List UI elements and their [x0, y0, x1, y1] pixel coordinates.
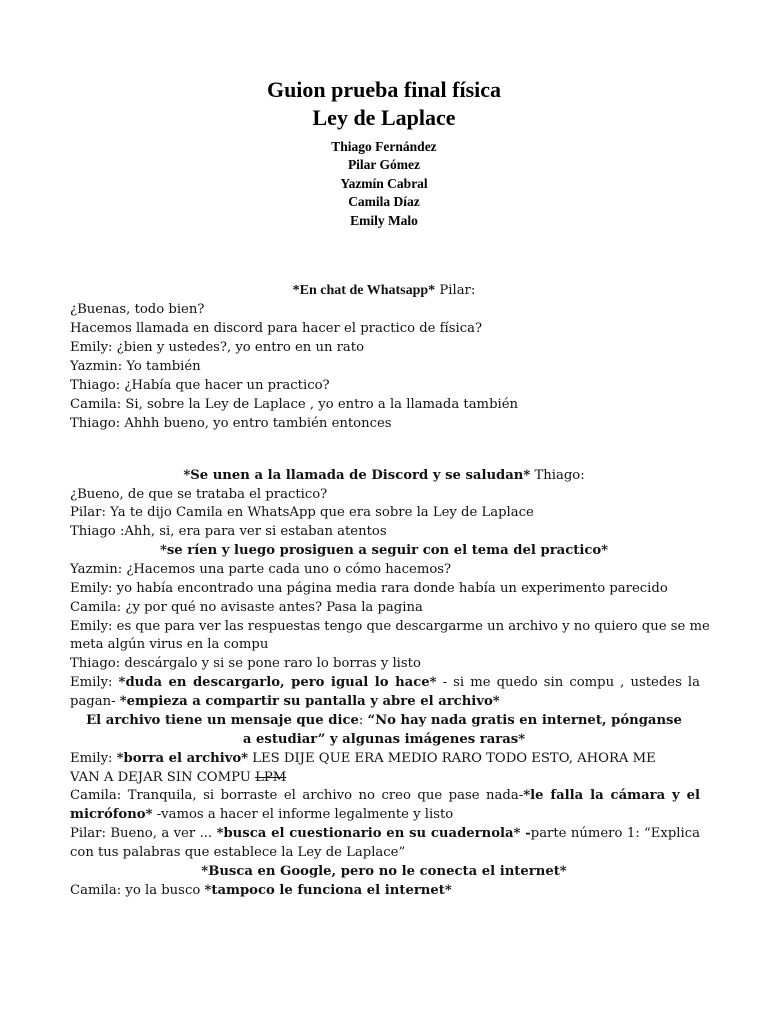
- dialogue-line: [70, 749, 700, 768]
- author-name: Thiago Fernández: [331, 139, 437, 154]
- scene-heading-speaker: Pilar:: [435, 283, 476, 298]
- dialogue-text: - si me quedo sin compu , ustedes la: [436, 675, 700, 690]
- stage-direction: *Busca en Google, pero no le conecta el internet*: [201, 864, 567, 879]
- dialogue-line: Emily: yo había encontrado una página media rara donde había un experimento parecido: [70, 581, 668, 596]
- dialogue-line: Yazmin: ¿Hacemos una parte cada uno o cómo hacemos?: [70, 562, 452, 577]
- scene-heading-bold: *Se unen a la llamada de Discord y se saludan*: [183, 468, 531, 483]
- stage-direction: *tampoco le funciona el internet*: [204, 883, 452, 898]
- stage-direction: *le falla la cámara y el: [523, 788, 701, 803]
- dialogue-text: pagan-: [70, 694, 120, 709]
- stage-direction: *busca el cuestionario en su cuadernola*: [216, 826, 521, 841]
- dialogue-line: [70, 805, 700, 824]
- dialogue-text: Camila: yo la busco: [70, 883, 205, 898]
- dialogue-text: Pilar: Bueno, a ver ...: [70, 826, 217, 841]
- stage-direction: micrófono*: [70, 807, 153, 822]
- dialogue-line: Yazmin: Yo también: [70, 359, 201, 374]
- dialogue-line: Emily: ¿bien y ustedes?, yo entro en un rato: [70, 340, 365, 355]
- author-list: [0, 138, 768, 230]
- stage-direction: *empieza a compartir su pantalla y abre el archivo*: [119, 694, 500, 709]
- stage-direction: *borra el archivo*: [116, 751, 249, 766]
- author-name: Camila Díaz: [348, 194, 420, 210]
- stage-direction: *se ríen y luego prosiguen a seguir con el tema del practico*: [159, 543, 609, 558]
- stage-direction-colon: :: [358, 713, 368, 728]
- dialogue-text: -vamos a hacer el informe legalmente y listo: [152, 807, 454, 822]
- dialogue-line: con tus palabras que establece la Ley de Laplace”: [70, 845, 406, 860]
- dialogue-line: Hacemos llamada en discord para hacer el practico de física?: [70, 321, 483, 336]
- dialogue-line: [70, 824, 700, 843]
- scene-heading: [0, 281, 768, 300]
- scene-heading-speaker: Thiago:: [530, 468, 585, 483]
- dialogue-line: Camila: Si, sobre la Ley de Laplace , yo entro a la llamada también: [70, 397, 519, 412]
- author-name: Yazmín Cabral: [340, 175, 428, 191]
- dialogue-line: Camila: ¿y por qué no avisaste antes? Pasa la pagina: [70, 600, 423, 615]
- struck-text: LPM: [255, 770, 287, 785]
- dialogue-text: Camila: Tranquila, si borraste el archivo no creo que pase nada-: [70, 788, 524, 803]
- speaker-text: Emily:: [70, 675, 119, 690]
- dialogue-line: meta algún virus en la compu: [70, 637, 269, 652]
- dialogue-text: LES DIJE QUE ERA MEDIO RARO TODO ESTO, AHORA ME: [248, 751, 656, 766]
- author-name: Emily Malo: [350, 212, 418, 228]
- stage-direction: a estudiar” y algunas imágenes raras*: [242, 732, 526, 747]
- stage-direction-quote: “No hay nada gratis en internet, pónganse: [367, 713, 682, 728]
- dialogue-line: [70, 692, 700, 711]
- document-title: Guion prueba final física: [266, 77, 502, 102]
- dialogue-line: Thiago: ¿Había que hacer un practico?: [70, 378, 330, 393]
- stage-direction: [0, 711, 768, 730]
- dialogue-line: Thiago: descárgalo y si se pone raro lo borras y listo: [70, 656, 421, 671]
- dialogue-line: [70, 673, 700, 692]
- dialogue-text: parte número 1: “Explica: [530, 826, 700, 841]
- stage-direction: *duda en descargarlo, pero igual lo hace*: [118, 675, 437, 690]
- scene-heading-bold: *En chat de Whatsapp*: [292, 283, 436, 298]
- dialogue-line: ¿Bueno, de que se trataba el practico?: [70, 487, 328, 502]
- dialogue-line: Pilar: Ya te dijo Camila en WhatsApp que era sobre la Ley de Laplace: [70, 505, 534, 520]
- dialogue-line: ¿Buenas, todo bien?: [70, 302, 205, 317]
- dialogue-line: Thiago: Ahhh bueno, yo entro también entonces: [70, 416, 392, 431]
- dialogue-line: [70, 768, 700, 787]
- dialogue-line: [70, 786, 700, 805]
- author-name: Pilar Gómez: [347, 157, 421, 173]
- dialogue-line: Emily: es que para ver las respuestas tengo que descargarme un archivo y no quiero que se me: [70, 619, 710, 634]
- scene-heading: [0, 466, 768, 485]
- speaker-text: Emily:: [70, 751, 117, 766]
- dialogue-text: VAN A DEJAR SIN COMPU: [70, 770, 256, 785]
- stage-direction-text: El archivo tiene un mensaje que dice: [86, 713, 359, 728]
- document-subtitle: Ley de Laplace: [312, 105, 456, 130]
- dialogue-line: [70, 881, 700, 900]
- dialogue-line: Thiago :Ahh, si, era para ver si estaban atentos: [70, 524, 387, 539]
- stage-direction-dash: -: [520, 826, 531, 841]
